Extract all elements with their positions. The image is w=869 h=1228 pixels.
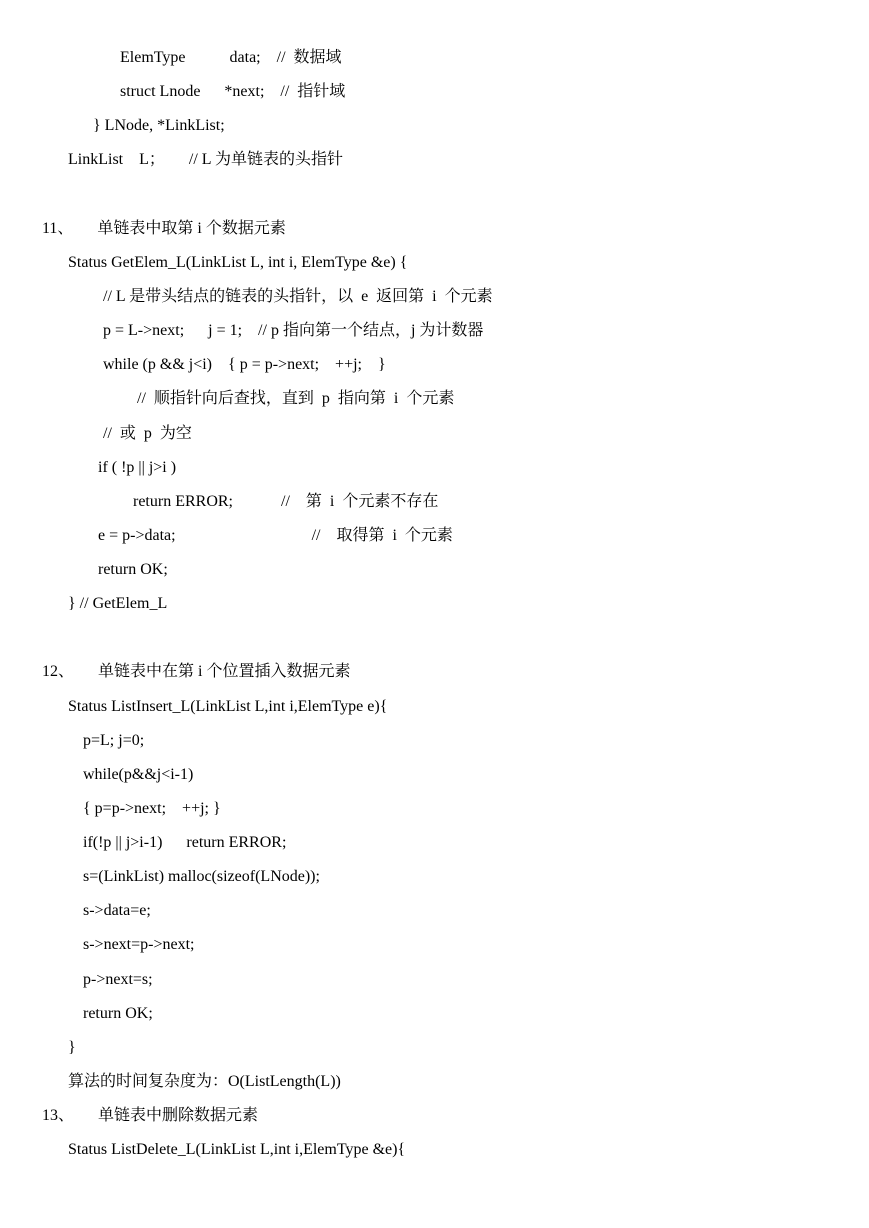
code-line-getelem-comment: // L 是带头结点的链表的头指针，以 e 返回第 i 个元素 xyxy=(103,288,493,305)
code-line-struct-end: } LNode, *LinkList; xyxy=(93,117,225,134)
code-line-getelem-if: if ( !p || j>i ) xyxy=(98,459,177,476)
complexity-note: 算法的时间复杂度为：O(ListLength(L)) xyxy=(68,1073,341,1090)
section-heading-11: 11、 单链表中取第 i 个数据元素 xyxy=(42,220,286,237)
section-heading-12: 12、 单链表中在第 i 个位置插入数据元素 xyxy=(42,663,351,680)
code-line-delete-sig: Status ListDelete_L(LinkList L,int i,ElemType &e){ xyxy=(68,1141,406,1158)
code-line-getelem-comment3: // 或 p 为空 xyxy=(103,425,192,442)
code-line-getelem-init: p = L->next; j = 1; // p 指向第一个结点，j 为计数器 xyxy=(103,322,484,339)
code-line-insert-while: while(p&&j<i-1) xyxy=(83,766,194,783)
code-line-getelem-sig: Status GetElem_L(LinkList L, int i, ElemType &e) { xyxy=(68,254,408,271)
code-line-insert-body: { p=p->next; ++j; } xyxy=(83,800,221,817)
code-line-getelem-end: } // GetElem_L xyxy=(68,595,168,612)
code-line-getelem-return: return OK; xyxy=(98,561,168,578)
code-line-insert-link: p->next=s; xyxy=(83,971,153,988)
code-line-getelem-error: return ERROR; // 第 i 个元素不存在 xyxy=(133,493,439,510)
code-line-insert-return: return OK; xyxy=(83,1005,153,1022)
code-line-struct-data: ElemType data; // 数据域 xyxy=(120,49,342,66)
code-line-struct-next: struct Lnode *next; // 指针域 xyxy=(120,83,346,100)
code-line-insert-sig: Status ListInsert_L(LinkList L,int i,ElemType e){ xyxy=(68,698,388,715)
code-line-insert-data: s->data=e; xyxy=(83,902,151,919)
code-line-linklist-decl: LinkList L； // L 为单链表的头指针 xyxy=(68,151,343,168)
code-line-insert-end: } xyxy=(68,1039,76,1056)
code-line-getelem-comment2: // 顺指针向后查找，直到 p 指向第 i 个元素 xyxy=(137,390,455,407)
code-line-insert-init: p=L; j=0; xyxy=(83,732,145,749)
section-heading-13: 13、 单链表中删除数据元素 xyxy=(42,1107,259,1124)
code-line-getelem-while: while (p && j<i) { p = p->next; ++j; } xyxy=(103,356,386,373)
code-line-getelem-assign: e = p->data; // 取得第 i 个元素 xyxy=(98,527,453,544)
code-line-insert-if: if(!p || j>i-1) return ERROR; xyxy=(83,834,287,851)
code-line-insert-next: s->next=p->next; xyxy=(83,936,195,953)
code-line-insert-malloc: s=(LinkList) malloc(sizeof(LNode)); xyxy=(83,868,320,885)
